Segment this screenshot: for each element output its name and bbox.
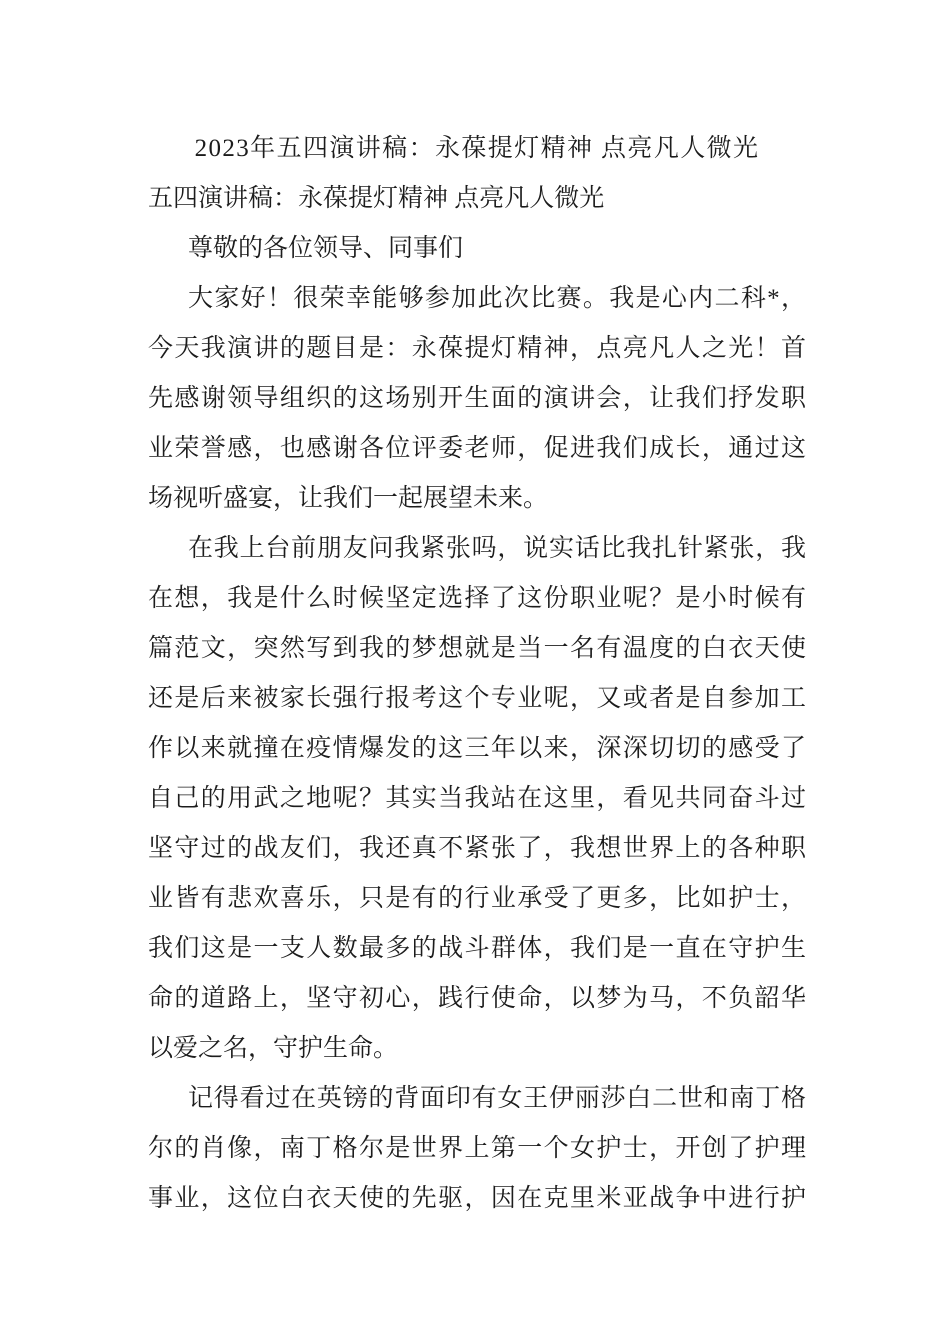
- paragraph-3: [148, 1074, 806, 1224]
- paragraph-line: 大家好！很荣幸能够参加此次比赛。我是心内二科*，: [188, 285, 806, 312]
- paragraph-line: 场视听盛宴，让我们一起展望未来。: [148, 485, 549, 512]
- paragraph-line: 在我上台前朋友问我紧张吗，说实话比我扎针紧张，我: [188, 535, 806, 562]
- paragraph-line: 坚守过的战友们，我还真不紧张了，我想世界上的各种职: [148, 835, 806, 862]
- paragraph-line: 先感谢领导组织的这场别开生面的演讲会，让我们抒发职: [148, 385, 806, 412]
- salutation: 尊敬的各位领导、同事们: [188, 235, 464, 262]
- document-subtitle: 五四演讲稿：永葆提灯精神 点亮凡人微光: [148, 185, 605, 212]
- paragraph-line: 以爱之名，守护生命。: [148, 1035, 399, 1062]
- paragraph-line: 命的道路上，坚守初心，践行使命，以梦为马，不负韶华: [148, 985, 806, 1012]
- paragraph-line: 业荣誉感，也感谢各位评委老师，促进我们成长，通过这: [148, 435, 806, 462]
- paragraph-2: [148, 524, 806, 1074]
- paragraph-line: 还是后来被家长强行报考这个专业呢，又或者是自参加工: [148, 685, 806, 712]
- paragraph-line: 业皆有悲欢喜乐，只是有的行业承受了更多，比如护士，: [148, 885, 806, 912]
- paragraph-1: [148, 274, 806, 524]
- paragraph-line: 尔的肖像，南丁格尔是世界上第一个女护士，开创了护理: [148, 1135, 806, 1162]
- paragraph-line: 我们这是一支人数最多的战斗群体，我们是一直在守护生: [148, 935, 806, 962]
- paragraph-line: 今天我演讲的题目是：永葆提灯精神，点亮凡人之光！首: [148, 335, 806, 362]
- paragraph-line: 作以来就撞在疫情爆发的这三年以来，深深切切的感受了: [148, 735, 806, 762]
- paragraph-line: 在想，我是什么时候坚定选择了这份职业呢？是小时候有: [148, 585, 806, 612]
- paragraph-line: 自己的用武之地呢？其实当我站在这里，看见共同奋斗过: [148, 785, 806, 812]
- paragraph-line: 篇范文，突然写到我的梦想就是当一名有温度的白衣天使: [148, 635, 806, 662]
- paragraph-line: 记得看过在英镑的背面印有女王伊丽莎白二世和南丁格: [188, 1085, 806, 1112]
- paragraph-line: 事业，这位白衣天使的先驱，因在克里米亚战争中进行护: [148, 1185, 806, 1212]
- document-title: 2023年五四演讲稿：永葆提灯精神 点亮凡人微光: [194, 135, 760, 162]
- document-body: [148, 124, 806, 1224]
